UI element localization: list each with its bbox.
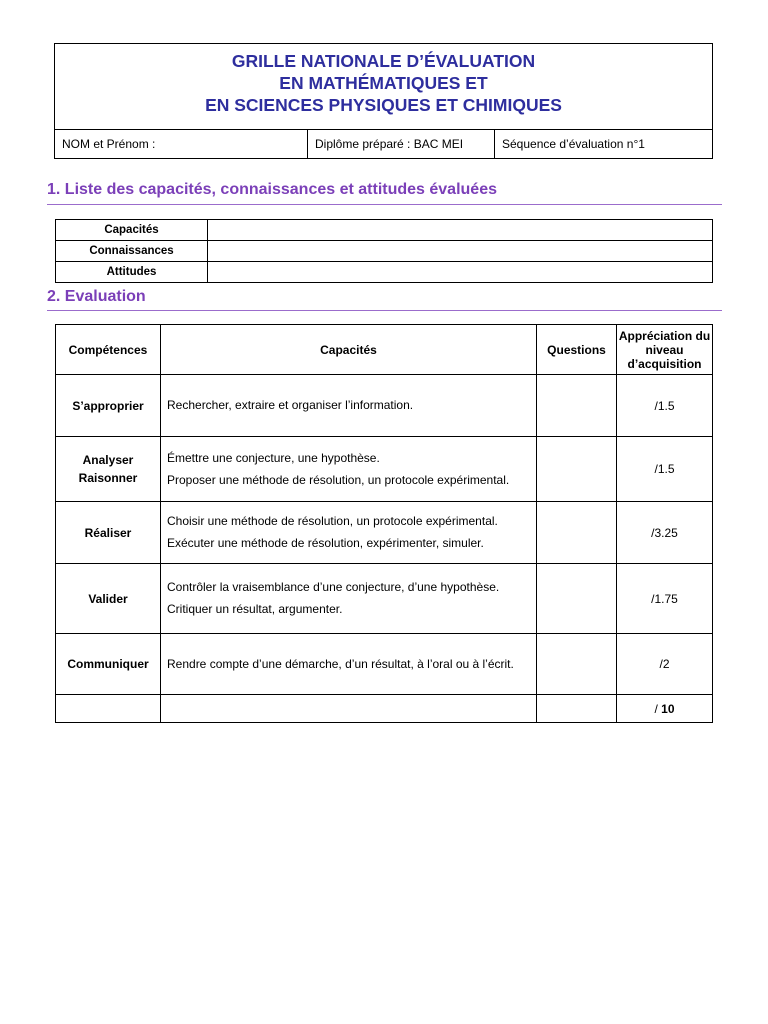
competence-cell: Valider — [56, 564, 161, 634]
row-value-capacites — [208, 220, 713, 241]
total-empty-cell — [56, 695, 161, 723]
total-slash: / — [654, 701, 662, 716]
document-title — [55, 44, 712, 130]
row-label-capacites: Capacités — [56, 220, 208, 241]
competence-cell: Communiquer — [56, 634, 161, 695]
table-row — [56, 502, 713, 564]
title-line-3: EN SCIENCES PHYSIQUES ET CHIMIQUES — [205, 95, 562, 115]
title-line-2: EN MATHÉMATIQUES ET — [279, 73, 488, 93]
competence-cell: Réaliser — [56, 502, 161, 564]
header-row — [56, 325, 713, 375]
diplome-field: Diplôme préparé : BAC MEI — [308, 130, 495, 158]
capacite-text: Émettre une conjecture, une hypothèse. — [167, 450, 380, 465]
evaluation-table — [55, 324, 713, 723]
capacites-cell — [161, 564, 537, 634]
questions-cell — [537, 437, 617, 502]
table-row — [56, 241, 713, 262]
capacite-text: Proposer une méthode de résolution, un protocole expérimental. — [167, 472, 510, 487]
questions-cell — [537, 502, 617, 564]
row-value-connaissances — [208, 241, 713, 262]
total-row — [56, 695, 713, 723]
row-value-attitudes — [208, 262, 713, 283]
header-capacites: Capacités — [161, 325, 537, 375]
row-label-attitudes: Attitudes — [56, 262, 208, 283]
questions-cell — [537, 564, 617, 634]
total-empty-cell — [537, 695, 617, 723]
capacites-cell — [161, 502, 537, 564]
table-row — [56, 262, 713, 283]
score-cell: /1.75 — [617, 564, 713, 634]
score-cell: /2 — [617, 634, 713, 695]
total-score-cell — [617, 695, 713, 723]
table-row — [56, 437, 713, 502]
section-2-title: 2. Evaluation — [47, 288, 722, 311]
header-appreciation: Appréciation du niveau d’acquisition — [617, 325, 713, 375]
capacites-cell — [161, 634, 537, 695]
section-1-title: 1. Liste des capacités, connaissances et attitudes évaluées — [47, 181, 722, 205]
competence-cell: S’approprier — [56, 375, 161, 437]
header-questions: Questions — [537, 325, 617, 375]
info-row — [55, 130, 712, 158]
table-row — [56, 220, 713, 241]
total-empty-cell — [161, 695, 537, 723]
capacite-text: Contrôler la vraisemblance d’une conjecture, d’une hypothèse. — [167, 580, 500, 594]
nom-prenom-field: NOM et Prénom : — [55, 130, 308, 158]
title-line-1: GRILLE NATIONALE D’ÉVALUATION — [231, 51, 536, 71]
capacite-text: Choisir une méthode de résolution, un protocole expérimental. — [167, 514, 498, 528]
header-competences: Compétences — [56, 325, 161, 375]
questions-cell — [537, 375, 617, 437]
capacites-list-table — [55, 219, 713, 283]
row-label-connaissances: Connaissances — [56, 241, 208, 262]
table-row — [56, 634, 713, 695]
capacite-text: Exécuter une méthode de résolution, expérimenter, simuler. — [167, 536, 484, 550]
capacite-text: Critiquer un résultat, argumenter. — [167, 602, 343, 616]
capacite-text: Rechercher, extraire et organiser l’information. — [167, 398, 414, 412]
competence-cell: Analyser Raisonner — [56, 437, 161, 502]
header-box — [54, 43, 713, 159]
sequence-field: Séquence d’évaluation n°1 — [502, 137, 645, 151]
score-cell: /1.5 — [617, 375, 713, 437]
capacites-cell — [161, 375, 537, 437]
table-row — [56, 375, 713, 437]
score-cell: /3.25 — [617, 502, 713, 564]
score-cell: /1.5 — [617, 437, 713, 502]
table-row — [56, 564, 713, 634]
capacite-text: Rendre compte d’une démarche, d’un résultat, à l’oral ou à l’écrit. — [167, 656, 514, 671]
capacites-cell — [161, 437, 537, 502]
total-value: 10 — [661, 701, 675, 716]
questions-cell — [537, 634, 617, 695]
